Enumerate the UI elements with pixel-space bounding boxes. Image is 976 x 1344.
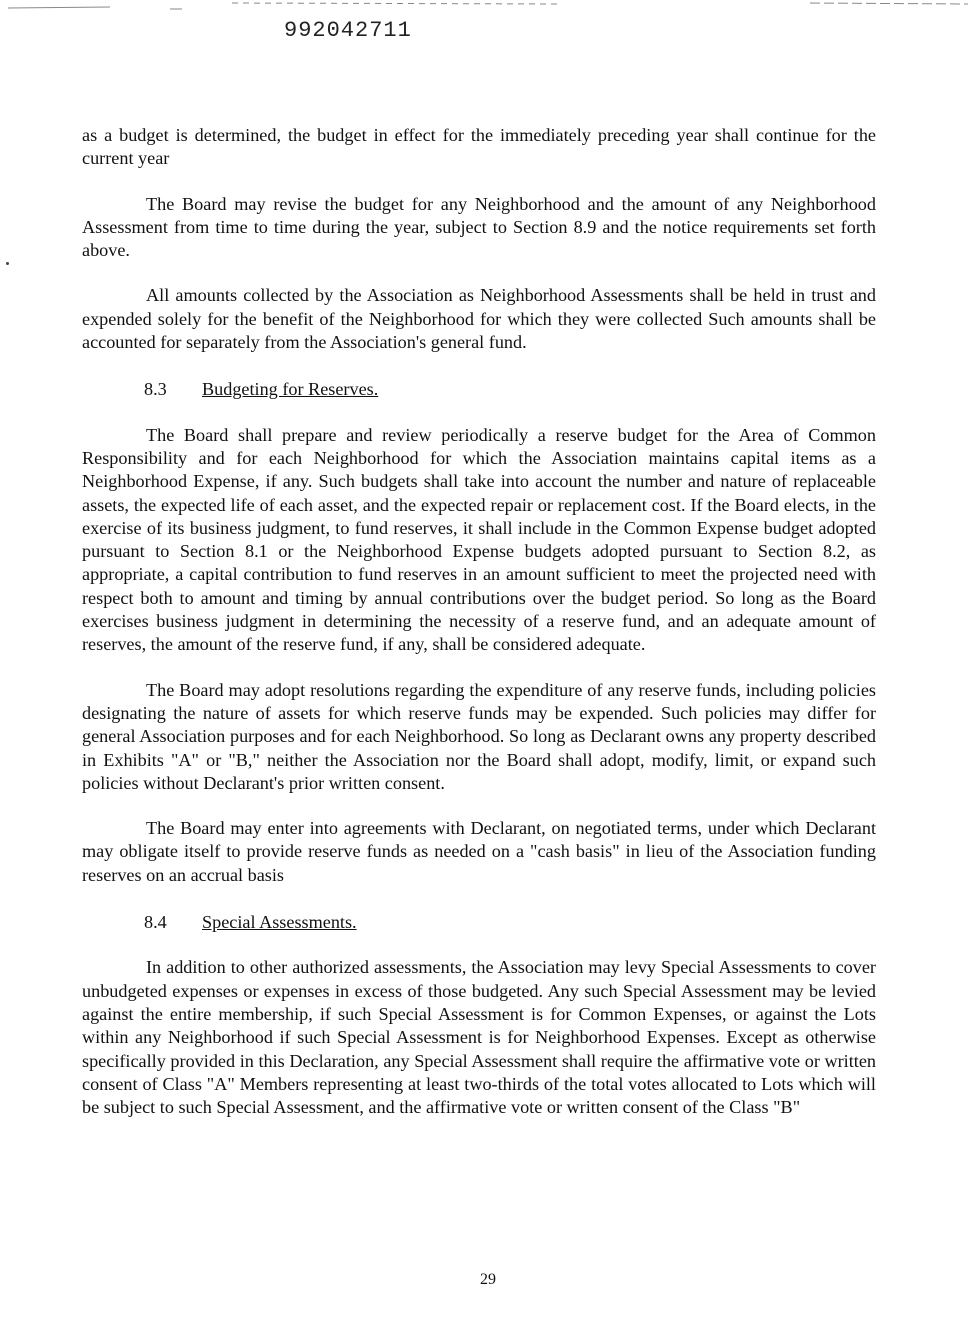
paragraph-special-assessments: In addition to other authorized assessments, the Association may levy Special Assessments to cover unbudgeted expenses or expenses in excess of those budgeted. Any such Special Assessment may be levied against the entire membership, if such Special Assessment is for Common Expenses, or against the Lots within any Neighborhood if such Special Assessment is for Neighborhood Expenses. Except as otherwise specifically provided in this Declaration, any Special Assessment shall require the affirmative vote or written consent of Class "A" Members representing at least two-thirds of the total votes allocated to Lots which will be subject to such Special Assessment, and the affirmative vote or written consent of the Class "B" [82,957,876,1118]
paragraph-reserve-resolutions: The Board may adopt resolutions regarding the expenditure of any reserve funds, including policies designating the nature of assets for which reserve funds may be expended. Such policies may differ for general Association purposes and for each Neighborhood. So long as Declarant owns any property described in Exhibits "A" or "B," neither the Association nor the Board shall adopt, modify, limit, or expand such policies without Declarant's prior written consent. [82,679,876,793]
paragraph-reserve-budget: The Board shall prepare and review periodically a reserve budget for the Area of Common Responsibility and for each Neighborhood for which the Association maintains capital items as a Neighborhood Expense, if any. Such budgets shall take into account the number and nature of replaceable assets, the expected life of each asset, and the expected repair or replacement cost. If the Board elects, in the exercise of its business judgment, to fund reserves, it shall include in the Common Expense budget adopted pursuant to Section 8.1 or the Neighborhood Expense budgets adopted pursuant to Section 8.2, as appropriate, a capital contribution to fund reserves in an amount sufficient to meet the projected need with respect both to amount and timing by annual contributions over the budget period. So long as the Board exercises business judgment in determining the necessity of a reserve fund, and an adequate amount of reserves, the amount of the reserve fund, if any, shall be considered adequate. [82,424,876,655]
section-heading-8-3 [82,378,876,401]
paragraph-budget-revision: The Board may revise the budget for any Neighborhood and the amount of any Neighborhood Assessment from time to time during the year, subject to Section 8.9 and the notice requirements set forth above. [82,193,876,261]
section-title: Budgeting for Reserves. [202,379,379,400]
scan-artifact-top [0,0,976,14]
section-title: Special Assessments. [202,912,357,933]
section-number: 8.4 [144,912,167,933]
section-number: 8.3 [144,379,167,400]
document-body [82,124,876,1119]
paragraph-declarant-agreements: The Board may enter into agreements with Declarant, on negotiated terms, under which Declarant may obligate itself to provide reserve funds as needed on a "cash basis" in lieu of the Association funding reserves on an accrual basis [82,818,876,885]
paragraph-budget-continuation: as a budget is determined, the budget in effect for the immediately preceding year shall continue for the current year [82,125,876,169]
paragraph-neighborhood-funds: All amounts collected by the Association as Neighborhood Assessments shall be held in trust and expended solely for the benefit of the Neighborhood for which they were collected Such amounts shall be accounted for separately from the Association's general fund. [82,285,876,353]
page-number: 29 [480,1271,496,1288]
margin-mark [6,262,9,265]
section-heading-8-4 [82,911,876,934]
document-number: 992042711 [284,18,412,43]
